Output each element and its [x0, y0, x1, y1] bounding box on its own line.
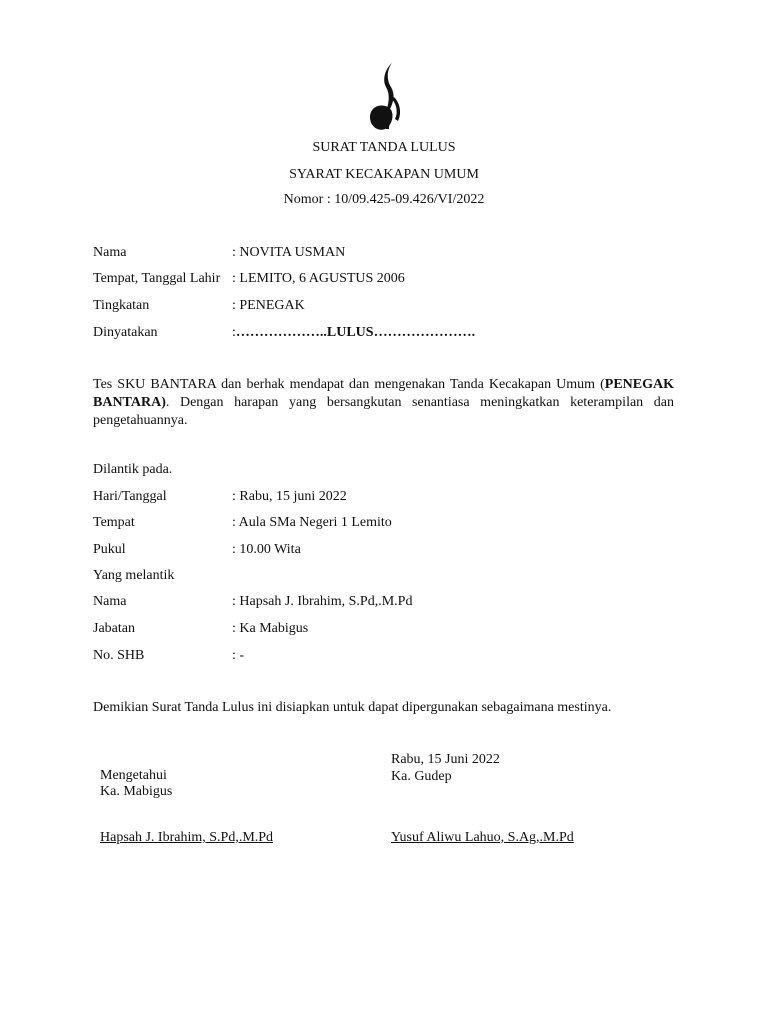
field-value: : Rabu, 15 juni 2022 [232, 489, 347, 504]
signature-name-left: Hapsah J. Ibrahim, S.Pd,.M.Pd [100, 830, 274, 845]
field-label: Pukul [93, 542, 126, 557]
field-value: : NOVITA USMAN [232, 245, 346, 260]
field-value: : Aula SMa Negeri 1 Lemito [232, 515, 392, 530]
field-value: : 10.00 Wita [232, 542, 301, 557]
inaugurator-row-position [93, 621, 308, 637]
field-label: Tingkatan [93, 298, 150, 313]
signature-name-right: Yusuf Aliwu Lahuo, S.Ag,.M.Pd [391, 830, 574, 845]
status-result: ………………..LULUS…………………. [235, 325, 476, 340]
field-label: Nama [93, 245, 127, 260]
document-number: Nomor : 10/09.425-09.426/VI/2022 [283, 192, 485, 207]
identity-row-name [93, 245, 345, 261]
document-subtitle: SYARAT KECAKAPAN UMUM [289, 167, 479, 182]
body-paragraph [93, 376, 674, 430]
field-value: : Hapsah J. Ibrahim, S.Pd,.M.Pd [232, 594, 413, 609]
tunas-kelapa-logo-icon [340, 57, 426, 137]
identity-row-birth [93, 271, 405, 287]
paragraph-bold-text: PENEGAK BANTARA) [93, 377, 674, 410]
signature-role-right: Ka. Gudep [391, 769, 452, 784]
field-label: Jabatan [93, 621, 135, 636]
signature-role-left: Ka. Mabigus [100, 784, 173, 799]
field-label: No. SHB [93, 648, 145, 663]
field-label: Tempat, Tanggal Lahir [93, 271, 221, 286]
field-value: : Ka Mabigus [232, 621, 309, 636]
inauguration-heading: Dilantik pada. [93, 462, 173, 477]
signature-acknowledge: Mengetahui [100, 768, 167, 783]
inaugurator-row-shb [93, 648, 244, 664]
inauguration-row-time [93, 542, 301, 558]
field-value: : - [232, 648, 245, 663]
field-value: : LEMITO, 6 AGUSTUS 2006 [232, 271, 405, 286]
signature-date: Rabu, 15 Juni 2022 [391, 752, 500, 767]
field-label: Dinyatakan [93, 325, 158, 340]
field-value: : PENEGAK [232, 298, 305, 313]
inaugurator-heading: Yang melantik [93, 568, 175, 583]
document-title: SURAT TANDA LULUS [312, 140, 456, 155]
identity-row-status [93, 325, 475, 341]
paragraph-text: . Dengan harapan yang bersangkutan senantiasa meningkatkan keterampilan dan pengetahuannya. [93, 395, 674, 428]
field-label: Nama [93, 594, 127, 609]
paragraph-text: Tes SKU BANTARA dan berhak mendapat dan mengenakan Tanda Kecakapan Umum ( [93, 377, 605, 392]
field-label: Tempat [93, 515, 135, 530]
inaugurator-row-name [93, 594, 412, 610]
identity-row-level [93, 298, 305, 314]
inauguration-row-place [93, 515, 392, 531]
inauguration-row-date [93, 489, 347, 505]
field-label: Hari/Tanggal [93, 489, 167, 504]
closing-statement: Demikian Surat Tanda Lulus ini disiapkan untuk dapat dipergunakan sebagaimana mestinya. [93, 700, 612, 715]
field-value-prefix: : [232, 325, 236, 340]
